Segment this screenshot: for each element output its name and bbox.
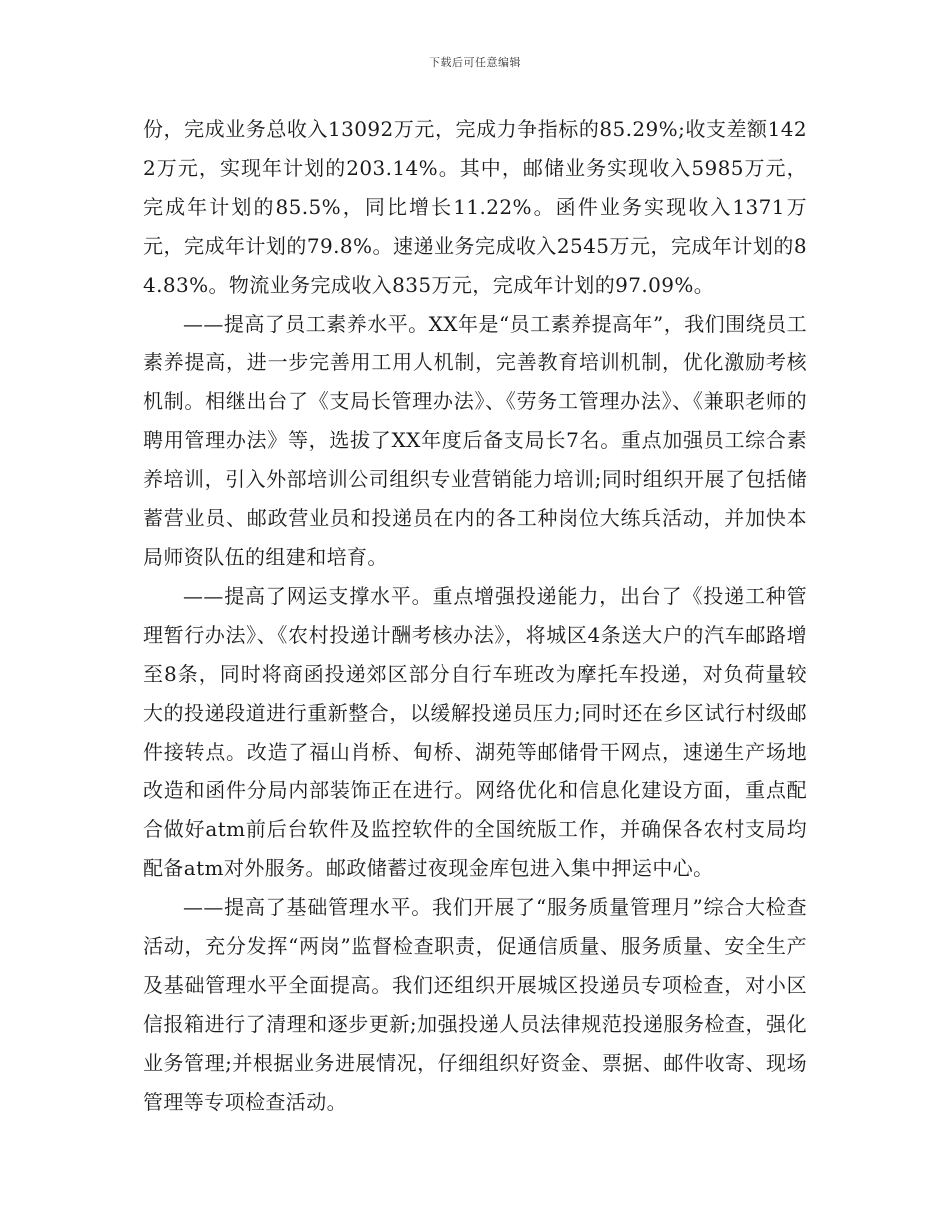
- document-body: [143, 110, 807, 1122]
- paragraph-basic-management: ——提高了基础管理水平。我们开展了“服务质量管理月”综合大检查活动，充分发挥“两岗”监督检查职责，促通信质量、服务质量、安全生产及基础管理水平全面提高。我们还组织开展城区投递员专项检查，对小区信报箱进行了清理和逐步更新;加强投递人员法律规范投递服务检查，强化业务管理;并根据业务进展情况，仔细组织好资金、票据、邮件收寄、现场管理等专项检查活动。: [143, 895, 807, 1114]
- paragraph-network-support: ——提高了网运支撑水平。重点增强投递能力，出台了《投递工种管理暂行办法》、《农村投递计酬考核办法》，将城区4条送大户的汽车邮路增至8条，同时将商函投递郊区部分自行车班改为摩托车投递，对负荷量较大的投递段道进行重新整合，以缓解投递员压力;同时还在乡区试行村级邮件接转点。改造了福山肖桥、甸桥、湖苑等邮储骨干网点，速递生产场地改造和函件分局内部装饰正在进行。网络优化和信息化建设方面，重点配合做好atm前后台软件及监控软件的全国统版工作，并确保各农村支局均配备atm对外服务。邮政储蓄过夜现金库包进入集中押运中心。: [143, 583, 807, 881]
- page-header: 下载后可任意编辑: [429, 56, 521, 69]
- paragraph-revenue: 份，完成业务总收入13092万元，完成力争指标的85.29%;收支差额1422万元，实现年计划的203.14%。其中，邮储业务实现收入5985万元，完成年计划的85.5%，同比增长11.22%。函件业务实现收入1371万元，完成年计划的79.8%。速递业务完成收入2545万元，完成年计划的84.83%。物流业务完成收入835万元，完成年计划的97.09%。: [143, 117, 807, 297]
- paragraph-staff-quality: ——提高了员工素养水平。XX年是“员工素养提高年”，我们围绕员工素养提高，进一步完善用工用人机制，完善教育培训机制，优化激励考核机制。相继出台了《支局长管理办法》、《劳务工管理办法》、《兼职老师的聘用管理办法》等，选拔了XX年度后备支局长7名。重点加强员工综合素养培训，引入外部培训公司组织专业营销能力培训;同时组织开展了包括储蓄营业员、邮政营业员和投递员在内的各工种岗位大练兵活动，并加快本局师资队伍的组建和培育。: [143, 311, 807, 569]
